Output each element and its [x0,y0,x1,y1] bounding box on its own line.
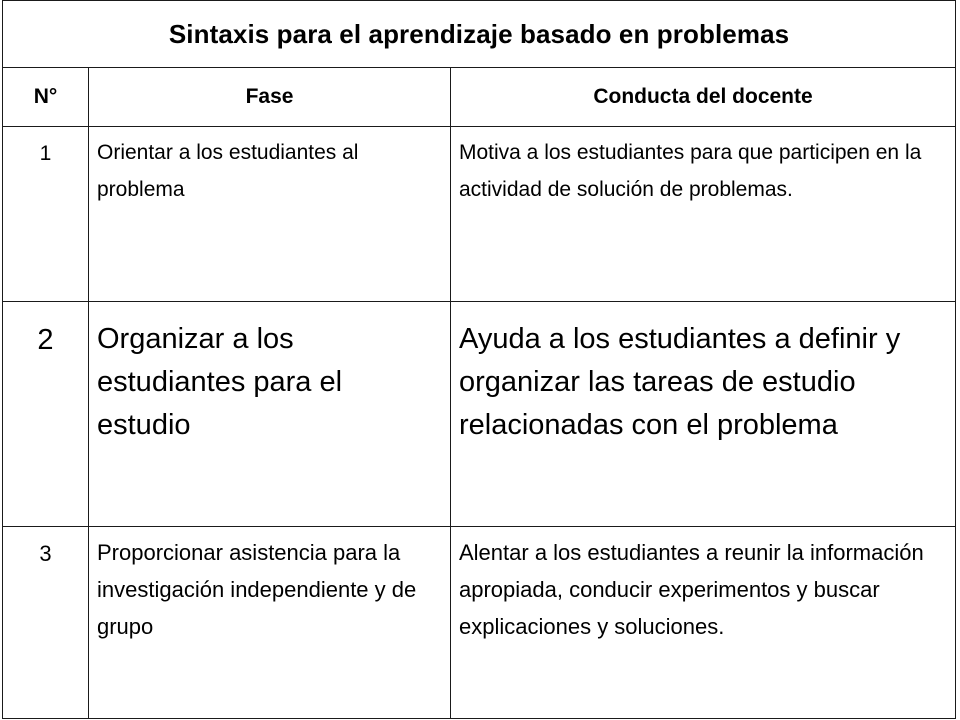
row-phase: Proporcionar asistencia para la investigación independiente y de grupo [89,527,451,719]
table-title: Sintaxis para el aprendizaje basado en problemas [3,1,956,68]
row-number: 3 [3,527,89,719]
row-teacher-behavior: Ayuda a los estudiantes a definir y organizar las tareas de estudio relacionadas con el problema [451,302,956,527]
row-teacher-behavior: Motiva a los estudiantes para que participen en la actividad de solución de problemas. [451,127,956,302]
title-row [3,1,956,68]
table-row [3,527,956,719]
syntax-table [2,0,956,719]
header-teacher-behavior: Conducta del docente [451,68,956,127]
header-row [3,68,956,127]
header-number: N° [3,68,89,127]
row-phase: Orientar a los estudiantes al problema [89,127,451,302]
table-row [3,302,956,527]
header-phase: Fase [89,68,451,127]
row-number: 1 [3,127,89,302]
row-teacher-behavior: Alentar a los estudiantes a reunir la información apropiada, conducir experimentos y buscar explicaciones y soluciones. [451,527,956,719]
table-row [3,127,956,302]
row-number: 2 [3,302,89,527]
row-phase: Organizar a los estudiantes para el estudio [89,302,451,527]
